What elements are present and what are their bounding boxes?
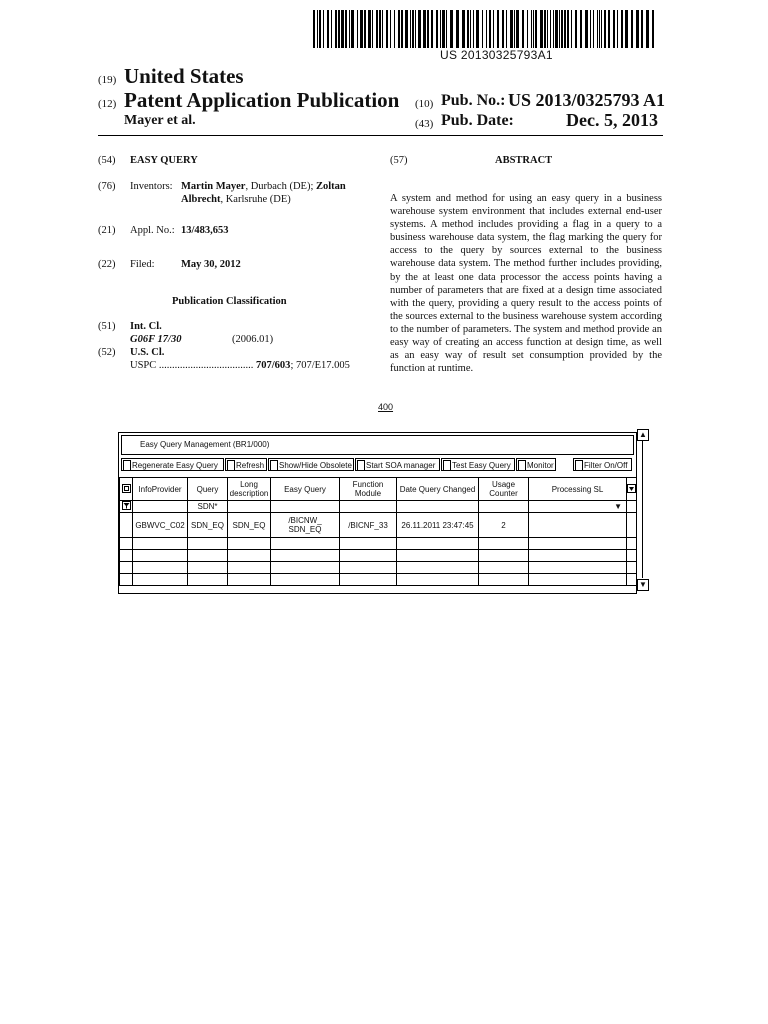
table-row[interactable] bbox=[120, 574, 637, 586]
barcode-bar bbox=[625, 10, 628, 48]
barcode-bar bbox=[493, 10, 494, 48]
pub-date-label: Pub. Date: bbox=[441, 112, 514, 129]
inventor-2-last-name: Albrecht bbox=[181, 194, 221, 205]
barcode-bar bbox=[550, 10, 551, 48]
column-header-date-query-changed[interactable]: Date Query Changed bbox=[397, 478, 479, 501]
barcode-bar bbox=[317, 10, 318, 48]
cell-infoprovider: GBWVC_C02 bbox=[133, 513, 188, 538]
barcode-bar bbox=[486, 10, 487, 48]
toolbar bbox=[121, 457, 634, 473]
barcode-bar bbox=[470, 10, 471, 48]
barcode-bar bbox=[379, 10, 381, 48]
barcode-bar bbox=[522, 10, 524, 48]
funnel-icon[interactable] bbox=[120, 501, 133, 513]
filter-processing-sl-dropdown[interactable] bbox=[529, 501, 627, 513]
filter-query-input[interactable]: SDN* bbox=[188, 501, 228, 513]
pub-date: Dec. 5, 2013 bbox=[566, 110, 658, 130]
publication-classification-heading: Publication Classification bbox=[172, 296, 287, 307]
inventors-line-1 bbox=[181, 180, 346, 193]
filter-end-cell bbox=[627, 501, 637, 513]
easy-query-table bbox=[119, 477, 637, 586]
show-hide-obsolete-button[interactable]: Show/Hide Obsolete bbox=[268, 458, 354, 471]
start-soa-manager-button[interactable]: Start SOA manager bbox=[355, 458, 440, 471]
barcode-bar bbox=[394, 10, 395, 48]
scroll-down-icon[interactable]: ▼ bbox=[637, 579, 649, 591]
row-selector[interactable] bbox=[120, 513, 133, 538]
barcode-bar bbox=[604, 10, 606, 48]
easy-query-window bbox=[118, 432, 637, 594]
code-57: (57) bbox=[390, 155, 408, 166]
barcode-bar bbox=[386, 10, 388, 48]
country: United States bbox=[124, 64, 244, 88]
appl-no: 13/483,653 bbox=[181, 225, 229, 236]
barcode-bar bbox=[415, 10, 416, 48]
barcode-bar bbox=[462, 10, 465, 48]
filter-infoprovider-input[interactable] bbox=[133, 501, 188, 513]
code-43: (43) bbox=[415, 118, 434, 130]
table-row[interactable] bbox=[120, 550, 637, 562]
barcode-bar bbox=[510, 10, 513, 48]
barcode-bar bbox=[531, 10, 532, 48]
filter-function-module-input[interactable] bbox=[340, 501, 397, 513]
table-header-row bbox=[120, 478, 637, 501]
code-54: (54) bbox=[98, 155, 116, 166]
abstract-text: A system and method for using an easy query in a business warehouse system environment that includes external end-user systems. A method includes providing a flag in a query to a business warehouse data system, the flag marking the query for access to the query by sources external to the business warehouse data system. The method further includes providing, by the at least one data processor the access points having a number of parameters that are fixed at a design time associated with the query, providing a query result to the access points of the sources external to the business warehouse system according to the number of parameters. The system and method provide an easy way of creating an access function at design time, as well as an easy way of result set consumption provided by the function at runtime. bbox=[390, 193, 662, 375]
document-type: Patent Application Publication bbox=[124, 88, 400, 112]
inventors-short: Mayer et al. bbox=[124, 113, 196, 128]
inventor-2-first-name: Zoltan bbox=[316, 181, 346, 192]
barcode-bar bbox=[646, 10, 649, 48]
barcode-bar bbox=[547, 10, 548, 48]
filter-long-description-input[interactable] bbox=[228, 501, 271, 513]
int-cl-label: Int. Cl. bbox=[130, 321, 162, 332]
barcode-bar bbox=[410, 10, 411, 48]
barcode-bar bbox=[351, 10, 354, 48]
barcode-bar bbox=[527, 10, 528, 48]
table-settings-icon[interactable] bbox=[120, 478, 133, 501]
header-rule bbox=[98, 135, 663, 136]
barcode-bar bbox=[319, 10, 321, 48]
barcode-bar bbox=[533, 10, 534, 48]
uspc-dots: .................................... bbox=[158, 360, 254, 371]
barcode-bar bbox=[427, 10, 429, 48]
inventor-1-name: Martin Mayer bbox=[181, 181, 246, 192]
chevron-down-icon: ▼ bbox=[614, 502, 622, 511]
column-header-query[interactable]: Query bbox=[188, 478, 228, 501]
cell-easy-query: /BICNW_ SDN_EQ bbox=[271, 513, 340, 538]
barcode-bar bbox=[593, 10, 594, 48]
table-row[interactable] bbox=[120, 562, 637, 574]
barcode-bar bbox=[345, 10, 347, 48]
barcode-bar bbox=[636, 10, 639, 48]
barcode-bar bbox=[502, 10, 504, 48]
barcode-bar bbox=[597, 10, 598, 48]
invention-title: EASY QUERY bbox=[130, 155, 198, 166]
cell-processing-sl bbox=[529, 513, 627, 538]
barcode-bar bbox=[331, 10, 332, 48]
barcode-bar bbox=[418, 10, 421, 48]
barcode-bar bbox=[613, 10, 615, 48]
abstract-heading: ABSTRACT bbox=[495, 155, 553, 166]
appl-no-label: Appl. No.: bbox=[130, 225, 175, 236]
table-row[interactable] bbox=[120, 513, 637, 538]
barcode-bar bbox=[446, 10, 447, 48]
cell-usage-counter: 2 bbox=[479, 513, 529, 538]
barcode-bar bbox=[516, 10, 519, 48]
barcode-bar bbox=[489, 10, 491, 48]
barcode-bar bbox=[608, 10, 610, 48]
barcode-bar bbox=[621, 10, 623, 48]
int-cl-code: G06F 17/30 bbox=[130, 334, 182, 345]
inventors-label: Inventors: bbox=[130, 181, 173, 192]
barcode-bar bbox=[467, 10, 469, 48]
us-cl-label: U.S. Cl. bbox=[130, 347, 165, 358]
barcode-bar bbox=[535, 10, 537, 48]
column-header-infoprovider[interactable]: InfoProvider bbox=[133, 478, 188, 501]
barcode-bar bbox=[368, 10, 371, 48]
refresh-button[interactable]: Refresh bbox=[225, 458, 267, 471]
barcode-bar bbox=[497, 10, 499, 48]
barcode-bar bbox=[327, 10, 329, 48]
inventor-1-location: , Durbach (DE); bbox=[245, 181, 314, 192]
barcode-bar bbox=[601, 10, 602, 48]
barcode-bar bbox=[514, 10, 515, 48]
barcode-bar bbox=[456, 10, 459, 48]
publication-number-barcode-text: US 20130325793A1 bbox=[440, 48, 553, 62]
barcode-bar bbox=[544, 10, 546, 48]
pub-no: US 2013/0325793 A1 bbox=[508, 90, 666, 110]
code-21: (21) bbox=[98, 225, 116, 236]
barcode-bar bbox=[617, 10, 618, 48]
barcode-bar bbox=[631, 10, 633, 48]
figure-label: 400 bbox=[378, 402, 394, 412]
barcode-bar bbox=[349, 10, 350, 48]
barcode-bar bbox=[553, 10, 554, 48]
table-row[interactable] bbox=[120, 538, 637, 550]
barcode-bar bbox=[559, 10, 560, 48]
barcode-bar bbox=[473, 10, 474, 48]
barcode-bar bbox=[442, 10, 445, 48]
pub-no-label: Pub. No.: bbox=[441, 92, 506, 109]
code-19: (19) bbox=[98, 74, 117, 86]
barcode-bar bbox=[590, 10, 591, 48]
barcode-bar bbox=[364, 10, 366, 48]
column-chooser-icon[interactable] bbox=[627, 478, 637, 501]
barcode-bar bbox=[599, 10, 600, 48]
barcode-bar bbox=[580, 10, 582, 48]
column-header-processing-sl[interactable]: Processing SL bbox=[529, 478, 627, 501]
barcode-bar bbox=[338, 10, 340, 48]
scrollbar-track[interactable] bbox=[642, 441, 643, 578]
filed-label: Filed: bbox=[130, 259, 155, 270]
barcode-bar bbox=[482, 10, 483, 48]
cell-function-module: /BICNF_33 bbox=[340, 513, 397, 538]
barcode-bar bbox=[382, 10, 383, 48]
barcode-bar bbox=[423, 10, 426, 48]
barcode-bar bbox=[440, 10, 441, 48]
filter-row bbox=[120, 501, 637, 513]
barcode-bar bbox=[571, 10, 572, 48]
barcode-bar bbox=[412, 10, 414, 48]
cell-query: SDN_EQ bbox=[188, 513, 228, 538]
barcode-bar bbox=[564, 10, 566, 48]
code-52: (52) bbox=[98, 347, 116, 358]
barcode-bar bbox=[360, 10, 363, 48]
barcode-bar bbox=[506, 10, 507, 48]
barcode-bar bbox=[450, 10, 453, 48]
barcode-bar bbox=[376, 10, 378, 48]
column-header-easy-query[interactable]: Easy Query bbox=[271, 478, 340, 501]
barcode-bar bbox=[372, 10, 373, 48]
code-76: (76) bbox=[98, 181, 116, 192]
cell-date-query-changed: 26.11.2011 23:47:45 bbox=[397, 513, 479, 538]
code-22: (22) bbox=[98, 259, 116, 270]
column-header-function-module[interactable]: Function Module bbox=[340, 478, 397, 501]
barcode-bar bbox=[341, 10, 344, 48]
barcode-bar bbox=[401, 10, 403, 48]
barcode-bar bbox=[436, 10, 438, 48]
barcode bbox=[313, 10, 661, 48]
uspc-secondary: ; 707/E17.005 bbox=[290, 360, 350, 371]
code-12: (12) bbox=[98, 98, 117, 110]
barcode-bar bbox=[641, 10, 643, 48]
barcode-bar bbox=[405, 10, 408, 48]
barcode-bar bbox=[431, 10, 433, 48]
barcode-bar bbox=[567, 10, 569, 48]
barcode-bar bbox=[652, 10, 654, 48]
uspc-main: 707/603 bbox=[256, 360, 291, 371]
window-titlebar bbox=[121, 435, 634, 455]
uspc-label: USPC bbox=[130, 360, 157, 371]
barcode-bar bbox=[555, 10, 558, 48]
inventors-line-2 bbox=[181, 193, 291, 206]
monitor-button[interactable]: Monitor bbox=[516, 458, 556, 471]
barcode-bar bbox=[540, 10, 543, 48]
column-header-long-description[interactable]: Long description bbox=[228, 478, 271, 501]
barcode-bar bbox=[335, 10, 337, 48]
barcode-bar bbox=[323, 10, 324, 48]
window-title: Easy Query Management (BR1/000) bbox=[140, 440, 270, 449]
filter-usage-counter-input[interactable] bbox=[479, 501, 529, 513]
barcode-bar bbox=[357, 10, 358, 48]
filter-on-off-button[interactable]: Filter On/Off bbox=[573, 458, 632, 471]
barcode-bar bbox=[575, 10, 577, 48]
filed-date: May 30, 2012 bbox=[181, 259, 241, 270]
filter-date-input[interactable] bbox=[397, 501, 479, 513]
regenerate-easy-query-button[interactable]: Regenerate Easy Query bbox=[121, 458, 224, 471]
uspc-line bbox=[130, 359, 350, 372]
int-cl-year: (2006.01) bbox=[232, 334, 274, 345]
column-header-usage-counter[interactable]: Usage Counter bbox=[479, 478, 529, 501]
barcode-bar bbox=[585, 10, 588, 48]
barcode-bar bbox=[476, 10, 479, 48]
row-end-cell bbox=[627, 513, 637, 538]
inventor-2-location: , Karlsruhe (DE) bbox=[220, 194, 291, 205]
cell-long-description: SDN_EQ bbox=[228, 513, 271, 538]
barcode-bar bbox=[390, 10, 391, 48]
barcode-bar bbox=[313, 10, 315, 48]
test-easy-query-button[interactable]: Test Easy Query bbox=[441, 458, 515, 471]
barcode-bar bbox=[561, 10, 563, 48]
code-10: (10) bbox=[415, 98, 434, 110]
barcode-bar bbox=[398, 10, 400, 48]
filter-easy-query-input[interactable] bbox=[271, 501, 340, 513]
scroll-up-icon[interactable]: ▲ bbox=[637, 429, 649, 441]
code-51: (51) bbox=[98, 321, 116, 332]
